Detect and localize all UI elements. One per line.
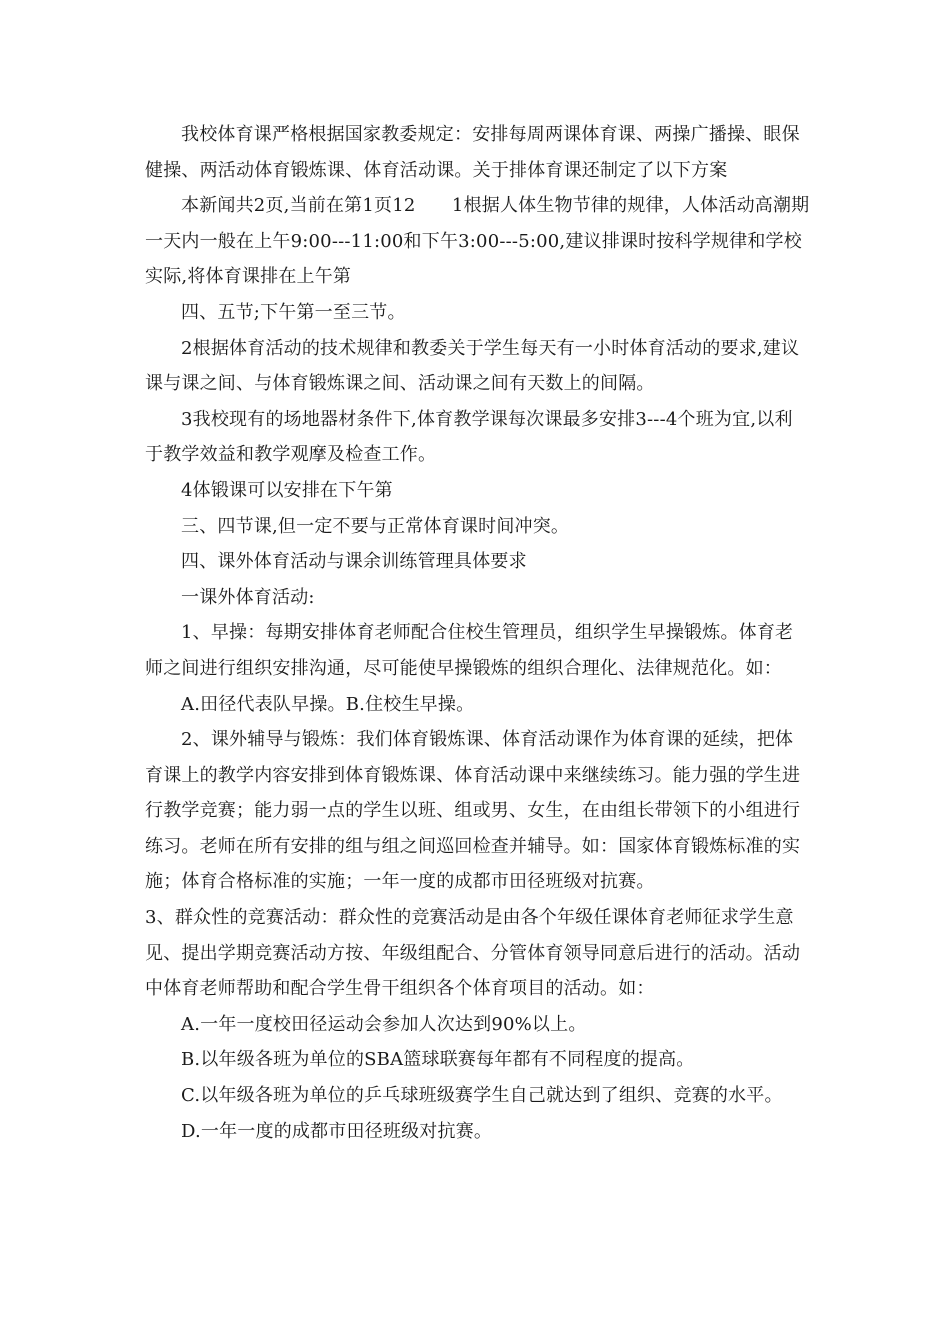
paragraph: A.一年一度校田径运动会参加人次达到90%以上。 [181, 1013, 587, 1035]
paragraph: 四、课外体育活动与课余训练管理具体要求 [181, 551, 527, 573]
paragraph: 本新闻共2页,当前在第1页12 1根据人体生物节律的规律，人体活动高潮期一天内一般在上午9:00---11:00和下午3:00---5:00,建议排课时按科学规律和学校实际,将体育课排在上午第 [145, 195, 810, 288]
paragraph: 2、课外辅导与锻炼：我们体育锻炼课、体育活动课作为体育课的延续，把体育课上的教学内容安排到体育锻炼课、体育活动课中来继续练习。能力强的学生进行教学竞赛；能力弱一点的学生以班、组或男、女生，在由组长带领下的小组进行练习。老师在所有安排的组与组之间巡回检查并辅导。如：国家体育锻炼标准的实施；体育合格标准的实施；一年一度的成都市田径班级对抗赛。 [145, 729, 801, 893]
paragraph: C.以年级各班为单位的乒乓球班级赛学生自己就达到了组织、竞赛的水平。 [181, 1085, 783, 1107]
paragraph: 1、早操：每期安排体育老师配合住校生管理员，组织学生早操锻炼。体育老师之间进行组织安排沟通，尽可能使早操锻炼的组织合理化、法律规范化。如： [145, 622, 794, 679]
paragraph: 三、四节课,但一定不要与正常体育课时间冲突。 [181, 515, 570, 537]
paragraph: B.以年级各班为单位的SBA篮球联赛每年都有不同程度的提高。 [181, 1049, 695, 1071]
paragraph: 一课外体育活动: [181, 586, 315, 608]
paragraph: 我校体育课严格根据国家教委规定：安排每周两课体育课、两操广播操、眼保健操、两活动体育锻炼课、体育活动课。关于排体育课还制定了以下方案 [145, 124, 800, 181]
paragraph: D.一年一度的成都市田径班级对抗赛。 [181, 1120, 493, 1142]
paragraph: 3、群众性的竞赛活动：群众性的竞赛活动是由各个年级任课体育老师征求学生意见、提出学期竞赛活动方按、年级组配合、分管体育领导同意后进行的活动。活动中体育老师帮助和配合学生骨干组织各个体育项目的活动。如： [145, 907, 801, 1000]
paragraph: 3我校现有的场地器材条件下,体育教学课每次课最多安排3---4个班为宜,以利于教学效益和教学观摩及检查工作。 [145, 408, 793, 466]
paragraph: A.田径代表队早操。B.住校生早操。 [181, 693, 475, 715]
paragraph: 2根据体育活动的技术规律和教委关于学生每天有一小时体育活动的要求,建议课与课之间、与体育锻炼课之间、活动课之间有天数上的间隔。 [145, 337, 800, 395]
paragraph: 4体锻课可以安排在下午第 [181, 479, 393, 501]
document-body [145, 117, 810, 1149]
paragraph: 四、五节;下午第一至三节。 [181, 301, 406, 323]
